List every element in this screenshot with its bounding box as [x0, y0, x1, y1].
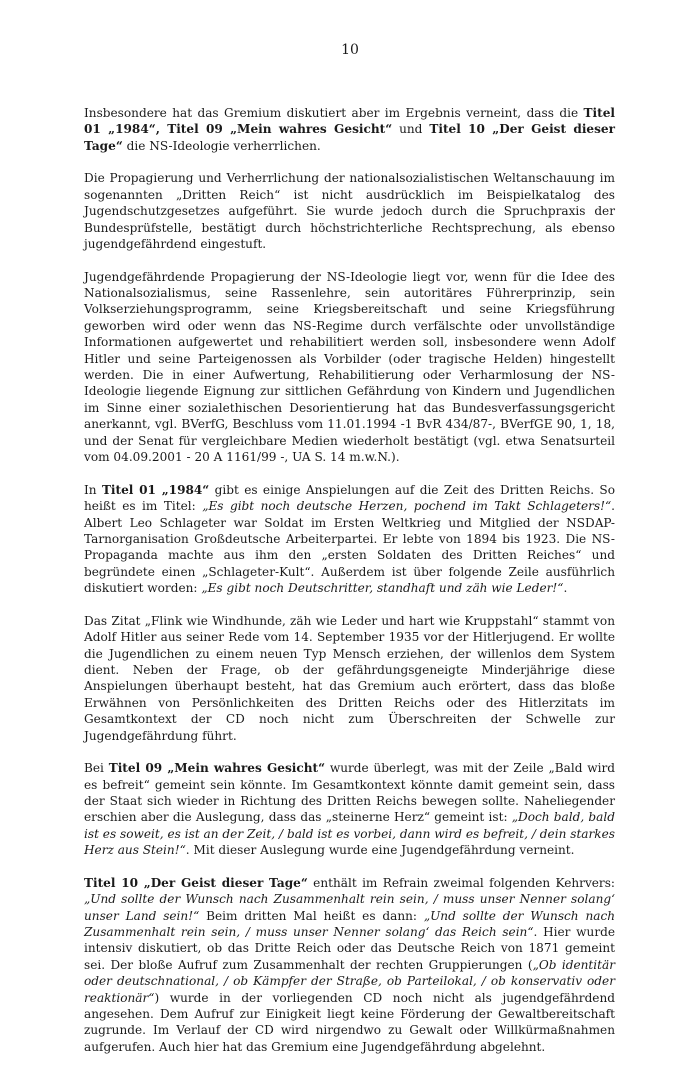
quote-text: „Es gibt noch deutsche Herzen, pochend im Takt Schlageters!“	[202, 499, 612, 514]
text-run: Das Zitat „Flink wie Windhunde, zäh wie Leder und hart wie Kruppstahl“ stammt von Adolf Hitler aus seiner Rede vom 14. September 1935 vor der Hitlerjugend. Er wollte die Jugendlichen zu einem neuen Typ Mensch erziehen, der willenlos dem System dient. Neben der Frage, ob der gefährdungsgeneigte Minderjährige diese Anspielungen überhaupt besteht, hat das Gremium auch erörtert, dass das bloße Erwähnen von Persönlichkeiten des Dritten Reichs oder des Hitlerzitats im Gesamtkontext der CD noch nicht zum Überschreiten der Schwelle zur Jugendgefährdung führt.	[84, 613, 615, 743]
text-run: ) wurde in der vorliegenden CD noch nicht als jugendgefährdend angesehen. Dem Aufruf zur Einigkeit liegt keine Förderung der Gewaltbereitschaft zugrunde. Im Verlauf der CD wird nirgendwo zu Gewalt oder Willkürmaßnahmen aufgerufen. Auch hier hat das Gremium eine Jugendgefährdung abgelehnt.	[84, 990, 615, 1054]
text-run: In	[84, 482, 102, 497]
text-run: gibt es einige Anspielungen auf die Zeit des Dritten Reichs. So heißt es im Titel:	[84, 482, 615, 514]
text-run: die NS-Ideologie verherrlichen.	[122, 138, 321, 153]
text-run: . Hier wurde intensiv diskutiert, ob das Dritte Reich oder das Deutsche Reich von 1871 gemeint sei. Der bloße Aufruf zum Zusammenhalt der rechten Gruppierungen (	[84, 925, 615, 972]
bold-text: Titel 09 „Mein wahres Gesicht“	[108, 761, 326, 776]
document-body	[84, 105, 615, 1071]
quote-text: „Doch bald, bald ist es soweit, es ist an der Zeit, / bald ist es vorbei, dann wird es befreit, / dein starkes Herz aus Stein!“	[84, 810, 615, 858]
bold-text: Titel 01 „1984“	[101, 482, 210, 497]
text-run: Bei	[84, 761, 109, 776]
bold-text: Titel 10 „Der Geist dieser Tage“	[84, 875, 308, 890]
text-run: .	[563, 581, 568, 596]
bold-text: Titel 10 „Der Geist dieser Tage“	[84, 122, 615, 153]
text-run: Beim dritten Mal heißt es dann:	[199, 908, 424, 923]
page-number: 10	[341, 42, 359, 58]
paragraph	[84, 760, 615, 858]
text-run: und	[392, 122, 430, 137]
paragraph	[84, 613, 615, 744]
text-run: enthält im Refrain zweimal folgenden Kehrvers:	[307, 875, 615, 890]
text-run: . Albert Leo Schlageter war Soldat im Ersten Weltkrieg und Mitglied der NSDAP-Tarnorganisation Großdeutsche Arbeiterpartei. Er lebte von 1894 bis 1923. Die NS-Propaganda machte aus ihm den „ersten Soldaten des Dritten Reiches“ und begründete einen „Schlageter-Kult“. Außerdem ist über folgende Zeile ausführlich diskutiert worden:	[84, 499, 615, 596]
text-run: Insbesondere hat das Gremium diskutiert aber im Ergebnis verneint, dass die	[84, 106, 584, 120]
quote-text: „Und sollte der Wunsch nach Zusammenhalt rein sein, / muss unser Nenner solang‘ das Reich sein“	[84, 908, 616, 939]
quote-text: „Es gibt noch Deutschritter, standhaft und zäh wie Leder!“	[201, 581, 564, 596]
paragraph	[84, 105, 615, 154]
paragraph	[84, 170, 615, 252]
quote-text: „Und sollte der Wunsch nach Zusammenhalt rein sein, / muss unser Nenner solang‘ unser Land sein!“	[84, 892, 615, 923]
paragraph	[84, 482, 615, 597]
bold-text: Titel 01 „1984“, Titel 09 „Mein wahres Gesicht“	[84, 106, 615, 137]
text-run: . Mit dieser Auslegung wurde eine Jugendgefährdung verneint.	[185, 843, 575, 858]
text-run: wurde überlegt, was mit der Zeile „Bald wird es befreit“ gemeint sein könnte. Im Gesamtkontext könnte damit gemeint sein, dass der Staat sich wieder in Richtung des Dritten Reichs bewegen sollte. Naheliegender erschien aber die Auslegung, dass das „steinerne Herz“ gemeint ist:	[84, 761, 615, 825]
text-run: Jugendgefährdende Propagierung der NS-Ideologie liegt vor, wenn für die Idee des Nationalsozialismus, seine Rassenlehre, sein autoritäres Führerprinzip, sein Volkserziehungsprogramm, seine Kriegsbereitschaft und seine Kriegsführung geworben wird oder wenn das NS-Regime durch verfälschte oder unvollständige Informationen aufgewertet und rehabilitiert werden soll, insbesondere wenn Adolf Hitler und seine Parteigenossen als Vorbilder (oder tragische Helden) hingestellt werden. Die in einer Aufwertung, Rehabilitierung oder Verharmlosung der NS-Ideologie liegende Eignung zur sittlichen Gefährdung von Kindern und Jugendlichen im Sinne einer sozialethischen Desorientierung hat das Bundesverfassungsgericht anerkannt, vgl. BVerfG, Beschluss vom 11.01.1994 -1 BvR 434/87-, BVerfGE 90, 1, 18, und der Senat für vergleichbare Medien wiederholt bestätigt (vgl. etwa Senatsurteil vom 04.09.2001 - 20 A 1161/99 -, UA S. 14 m.w.N.).	[84, 269, 615, 465]
quote-text: „Ob identitär oder deutschnational, / ob Kämpfer der Straße, ob Parteilokal, / ob konservativ oder reaktionär“	[84, 957, 615, 1005]
paragraph	[84, 875, 615, 1055]
paragraph	[84, 269, 615, 466]
text-run: Die Propagierung und Verherrlichung der nationalsozialistischen Weltanschauung im sogenannten „Dritten Reich“ ist nicht ausdrücklich im Beispielkatalog des Jugendschutzgesetzes aufgeführt. Sie wurde jedoch durch die Spruchpraxis der Bundesprüfstelle, bestätigt durch höchstrichterliche Rechtsprechung, als ebenso jugendgefährdend eingestuft.	[84, 171, 615, 252]
